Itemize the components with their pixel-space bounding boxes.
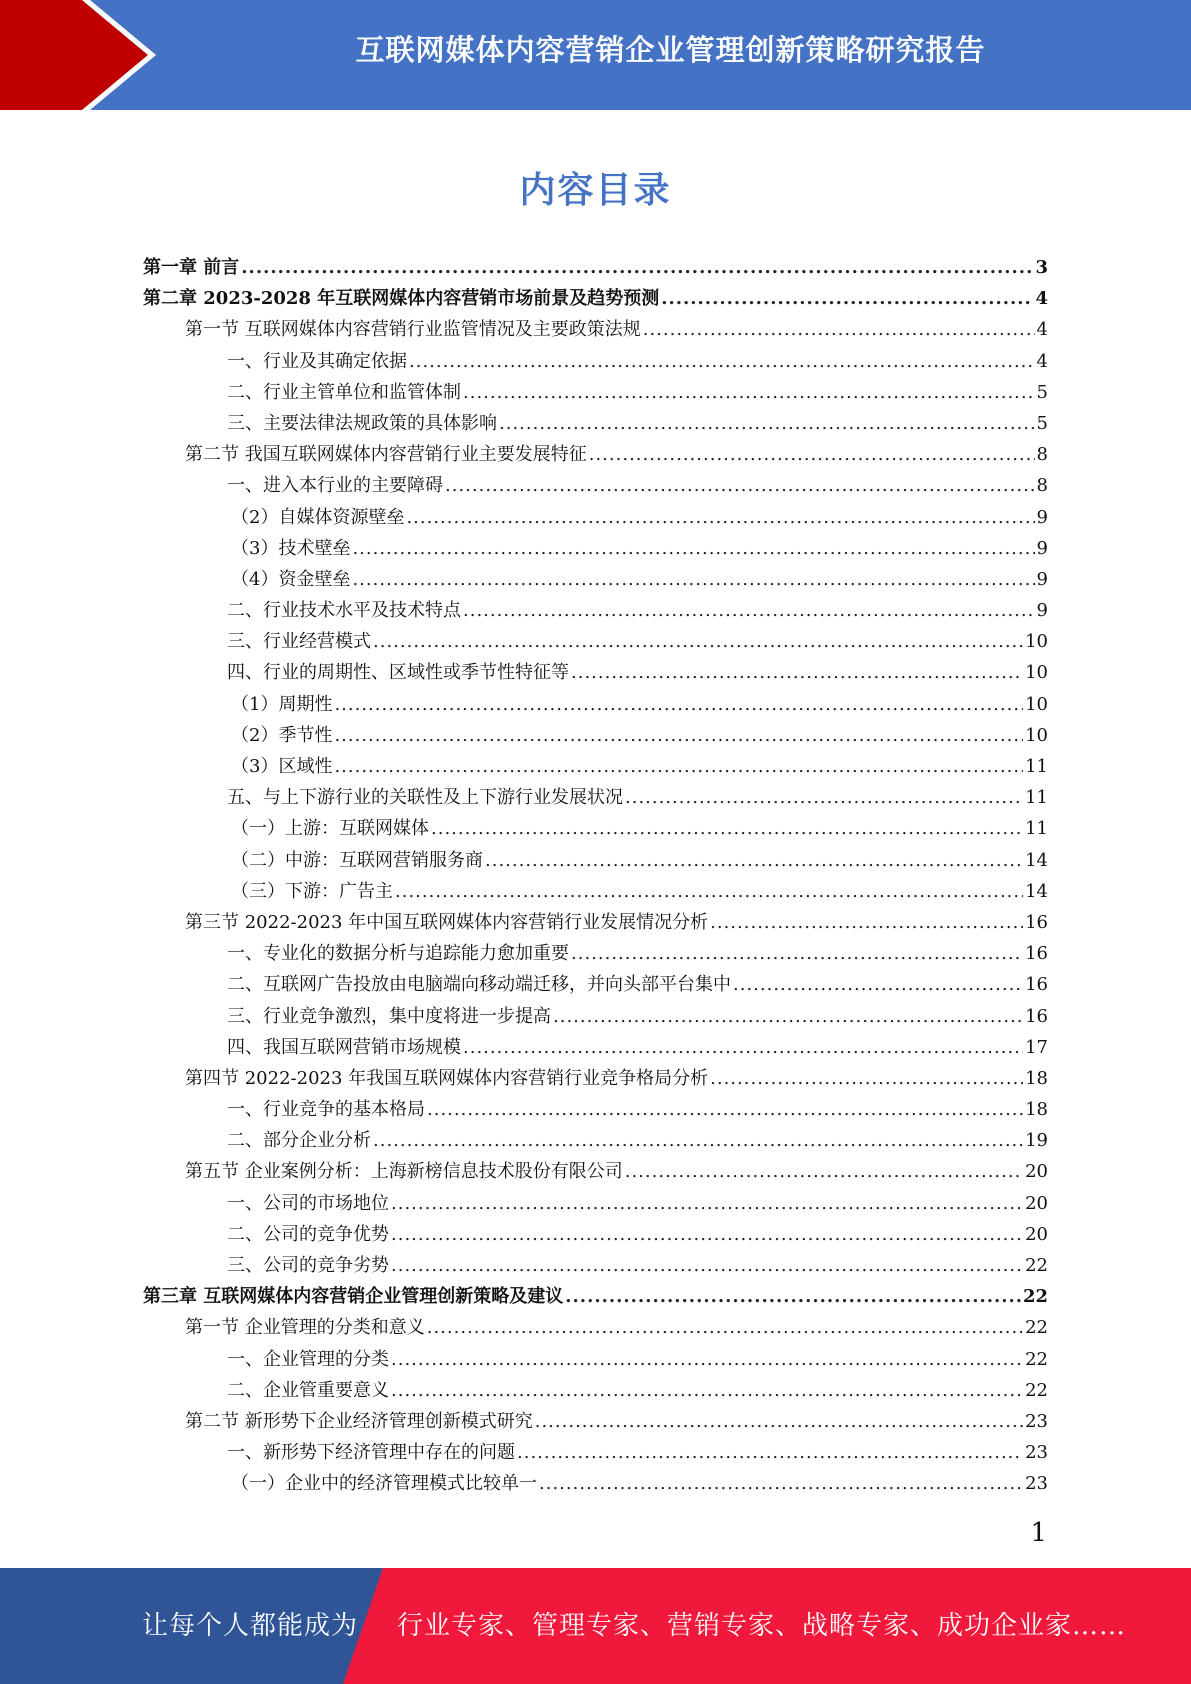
toc-entry-label: 第一节 互联网媒体内容营销行业监管情况及主要政策法规: [185, 319, 641, 341]
toc-entry-page: 10: [1025, 724, 1048, 746]
toc-entry[interactable]: [143, 409, 1048, 440]
toc-entry-label: 一、公司的市场地位: [227, 1192, 389, 1214]
toc-entry[interactable]: [143, 1002, 1048, 1033]
toc-entry[interactable]: [143, 814, 1048, 845]
toc-entry[interactable]: [143, 534, 1048, 565]
toc-entry-label: （2）季节性: [231, 724, 333, 746]
toc-entry-label: 四、我国互联网营销市场规模: [227, 1036, 461, 1058]
toc-entry-label: （二）中游：互联网营销服务商: [231, 849, 483, 871]
toc-entry-page: 5: [1036, 412, 1048, 434]
toc-dot-leader: [373, 631, 1023, 652]
toc-entry-page: 16: [1025, 974, 1048, 996]
toc-entry[interactable]: [143, 939, 1048, 970]
toc-entry-label: 第二节 新形势下企业经济管理创新模式研究: [185, 1410, 533, 1432]
toc-entry-page: 20: [1025, 1192, 1048, 1214]
toc-entry-label: 二、互联网广告投放由电脑端向移动端迁移，并向头部平台集中: [227, 974, 731, 996]
toc-entry[interactable]: [143, 908, 1048, 939]
toc-dot-leader: [391, 1255, 1023, 1276]
toc-entry[interactable]: [143, 1313, 1048, 1344]
toc-dot-leader: [571, 943, 1023, 964]
toc-entry-label: （3）技术壁垒: [231, 537, 351, 559]
toc-entry-page: 22: [1025, 1255, 1048, 1276]
toc-entry[interactable]: [143, 596, 1048, 627]
toc-dot-leader: [661, 288, 1033, 309]
toc-entry-page: 11: [1025, 818, 1048, 840]
toc-entry[interactable]: [143, 253, 1048, 284]
toc-entry[interactable]: [143, 378, 1048, 409]
toc-dot-leader: [625, 1161, 1023, 1182]
toc-dot-leader: [334, 725, 1023, 746]
toc-entry-page: 8: [1036, 444, 1048, 466]
toc-dot-leader: [352, 569, 1034, 590]
toc-entry-page: 20: [1025, 1161, 1048, 1183]
toc-entry-page: 17: [1025, 1036, 1048, 1058]
toc-dot-leader: [553, 1006, 1023, 1027]
toc-entry[interactable]: [143, 440, 1048, 471]
toc-entry-page: 14: [1025, 880, 1048, 902]
toc-entry-page: 23: [1025, 1410, 1048, 1432]
toc-entry[interactable]: [143, 284, 1048, 315]
toc-entry-label: 二、企业管重要意义: [227, 1379, 389, 1401]
toc-entry-page: 4: [1035, 288, 1048, 310]
toc-entry[interactable]: [143, 658, 1048, 689]
toc-entry-label: 第一章 前言: [143, 257, 240, 278]
toc-entry-label: 五、与上下游行业的关联性及上下游行业发展状况: [227, 787, 623, 809]
toc-dot-leader: [427, 1099, 1023, 1120]
toc-entry[interactable]: [143, 1126, 1048, 1157]
toc-entry-label: （一）企业中的经济管理模式比较单一: [231, 1473, 537, 1495]
toc-dot-leader: [643, 319, 1035, 340]
toc-entry[interactable]: [143, 1251, 1048, 1282]
toc-entry-page: 9: [1036, 568, 1048, 590]
toc-dot-leader: [334, 694, 1023, 715]
footer-slogan-left: 让每个人都能成为: [142, 1611, 359, 1641]
toc-entry-label: （3）区域性: [231, 756, 333, 777]
toc-entry-page: 9: [1036, 537, 1048, 559]
toc-entry-label: 第三节 2022-2023 年中国互联网媒体内容营销行业发展情况分析: [185, 911, 709, 933]
toc-entry-page: 16: [1025, 911, 1048, 933]
toc-entry-label: 第二节 我国互联网媒体内容营销行业主要发展特征: [185, 444, 587, 466]
toc-dot-leader: [352, 538, 1034, 559]
toc-entry[interactable]: [143, 1095, 1048, 1126]
toc-dot-leader: [517, 1442, 1023, 1463]
toc-entry-label: 一、进入本行业的主要障碍: [227, 475, 443, 497]
toc-entry-page: 23: [1025, 1442, 1048, 1464]
toc-dot-leader: [535, 1411, 1023, 1432]
toc-entry-label: （三）下游：广告主: [231, 880, 393, 902]
toc-entry[interactable]: [143, 1345, 1048, 1376]
toc-entry-label: 二、部分企业分析: [227, 1130, 371, 1152]
toc-entry-page: 8: [1036, 475, 1048, 497]
toc-dot-leader: [463, 600, 1035, 621]
toc-entry-page: 9: [1036, 600, 1048, 622]
toc-dot-leader: [445, 475, 1035, 496]
toc-entry[interactable]: [143, 1376, 1048, 1407]
toc-entry[interactable]: [143, 627, 1048, 658]
toc-entry-page: 22: [1022, 1286, 1048, 1308]
toc-entry[interactable]: [143, 347, 1048, 378]
toc-entry-label: 一、专业化的数据分析与追踪能力愈加重要: [227, 943, 569, 965]
toc-entry-page: 19: [1025, 1130, 1048, 1152]
toc-entry[interactable]: [143, 721, 1048, 752]
toc-entry-page: 10: [1025, 631, 1048, 653]
toc-entry-label: 一、行业及其确定依据: [227, 350, 407, 372]
toc-entry-label: 四、行业的周期性、区域性或季节性特征等: [227, 662, 569, 684]
toc-entry-page: 22: [1025, 1379, 1048, 1401]
toc-dot-leader: [334, 756, 1023, 777]
toc-title: 内容目录: [519, 170, 672, 211]
toc-entry[interactable]: [143, 1469, 1048, 1500]
toc-dot-leader: [431, 818, 1023, 839]
toc-entry-page: 18: [1025, 1099, 1048, 1121]
toc-entry[interactable]: [143, 783, 1048, 814]
toc-entry[interactable]: [143, 1407, 1048, 1438]
toc-entry-label: （一）上游：互联网媒体: [231, 818, 429, 840]
toc-entry-page: 11: [1025, 787, 1048, 809]
toc-entry[interactable]: [143, 1064, 1048, 1095]
toc-dot-leader: [589, 444, 1035, 465]
toc-dot-leader: [373, 1130, 1023, 1151]
toc-dot-leader: [565, 1286, 1021, 1307]
toc-entry[interactable]: [143, 315, 1048, 346]
toc-entry[interactable]: [143, 752, 1048, 783]
toc-entry-label: 三、主要法律法规政策的具体影响: [227, 412, 497, 434]
toc-entry[interactable]: [143, 1157, 1048, 1188]
toc-entry-label: 第一节 企业管理的分类和意义: [185, 1317, 425, 1339]
toc-dot-leader: [406, 507, 1034, 528]
toc-entry-page: 20: [1025, 1223, 1048, 1245]
toc-entry-label: （4）资金壁垒: [231, 568, 351, 590]
toc-entry-page: 16: [1025, 943, 1048, 965]
toc-dot-leader: [427, 1317, 1023, 1338]
toc-dot-leader: [499, 413, 1035, 434]
toc-dot-leader: [485, 850, 1023, 871]
toc-entry-label: 三、行业经营模式: [227, 631, 371, 653]
toc-entry-label: 一、行业竞争的基本格局: [227, 1099, 425, 1121]
page-number: 1: [1030, 1518, 1047, 1548]
toc-entry[interactable]: [143, 1220, 1048, 1251]
toc-dot-leader: [463, 1037, 1023, 1058]
toc-entry-label: 三、行业竞争激烈，集中度将进一步提高: [227, 1005, 551, 1027]
toc-entry[interactable]: [143, 1033, 1048, 1064]
toc-dot-leader: [625, 787, 1023, 808]
toc-dot-leader: [733, 974, 1023, 995]
page-footer: [0, 1568, 1191, 1684]
toc-dot-leader: [391, 1193, 1023, 1214]
toc-dot-leader: [395, 881, 1023, 902]
toc-entry-label: 一、新形势下经济管理中存在的问题: [227, 1442, 515, 1464]
toc-entry-page: 14: [1025, 849, 1048, 871]
toc-dot-leader: [539, 1473, 1023, 1494]
toc-entry-page: 16: [1025, 1005, 1048, 1027]
header-title: 互联网媒体内容营销企业管理创新策略研究报告: [355, 33, 986, 67]
table-of-contents: [143, 253, 1048, 1501]
toc-entry-label: 三、公司的竞争劣势: [227, 1255, 389, 1276]
toc-entry-label: 第二章 2023-2028 年互联网媒体内容营销市场前景及趋势预测: [143, 288, 660, 310]
toc-entry-page: 3: [1035, 257, 1048, 278]
toc-entry-page: 18: [1025, 1067, 1048, 1089]
toc-dot-leader: [463, 382, 1035, 403]
toc-entry-label: 第四节 2022-2023 年我国互联网媒体内容营销行业竞争格局分析: [185, 1067, 709, 1089]
toc-entry-label: 二、行业技术水平及技术特点: [227, 600, 461, 622]
toc-entry-label: 二、行业主管单位和监管体制: [227, 381, 461, 403]
toc-entry-label: （1）周期性: [231, 693, 333, 715]
toc-entry-page: 4: [1036, 350, 1048, 372]
page-header: [0, 0, 1191, 110]
toc-entry[interactable]: [143, 1438, 1048, 1469]
toc-dot-leader: [391, 1349, 1023, 1370]
toc-dot-leader: [710, 912, 1023, 933]
toc-entry[interactable]: [143, 1282, 1048, 1313]
toc-entry-page: 11: [1025, 756, 1048, 777]
toc-entry-label: （2）自媒体资源壁垒: [231, 506, 405, 528]
toc-entry-page: 22: [1025, 1317, 1048, 1339]
toc-entry[interactable]: [143, 565, 1048, 596]
toc-entry-page: 9: [1036, 506, 1048, 528]
toc-dot-leader: [571, 662, 1023, 683]
toc-dot-leader: [391, 1224, 1023, 1245]
toc-entry[interactable]: [143, 846, 1048, 877]
toc-entry[interactable]: [143, 503, 1048, 534]
toc-entry-page: 4: [1036, 319, 1048, 341]
toc-entry-page: 10: [1025, 662, 1048, 684]
toc-entry-page: 22: [1025, 1348, 1048, 1370]
toc-entry[interactable]: [143, 690, 1048, 721]
toc-dot-leader: [391, 1380, 1023, 1401]
toc-entry-page: 10: [1025, 693, 1048, 715]
toc-entry-page: 5: [1036, 381, 1048, 403]
toc-entry[interactable]: [143, 970, 1048, 1001]
toc-entry-label: 二、公司的竞争优势: [227, 1223, 389, 1245]
toc-entry[interactable]: [143, 1189, 1048, 1220]
toc-entry-page: 23: [1025, 1473, 1048, 1495]
toc-entry-label: 第五节 企业案例分析：上海新榜信息技术股份有限公司: [185, 1161, 623, 1183]
toc-entry[interactable]: [143, 471, 1048, 502]
toc-dot-leader: [710, 1068, 1023, 1089]
header-red-chevron: [0, 0, 160, 110]
footer-slogan-right: 行业专家、管理专家、营销专家、战略专家、成功企业家……: [397, 1611, 1127, 1641]
toc-entry-label: 第三章 互联网媒体内容营销企业管理创新策略及建议: [143, 1286, 564, 1308]
toc-entry[interactable]: [143, 877, 1048, 908]
toc-dot-leader: [409, 351, 1035, 372]
toc-dot-leader: [241, 257, 1033, 278]
toc-entry-label: 一、企业管理的分类: [227, 1348, 389, 1370]
